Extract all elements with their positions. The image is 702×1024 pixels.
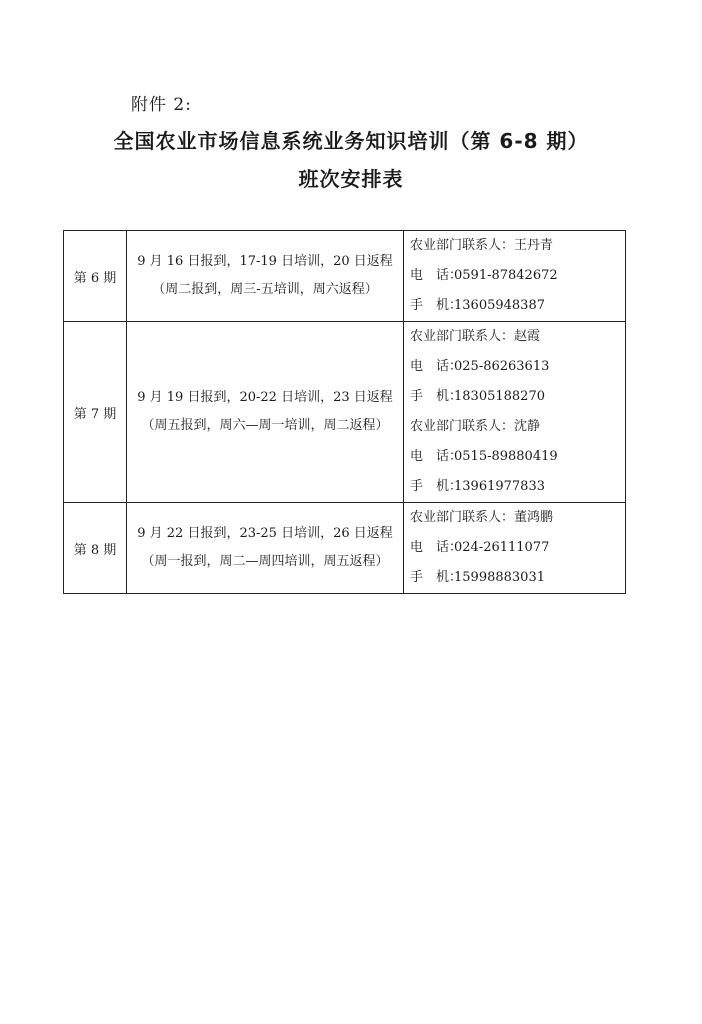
dates-text: 9 月 19 日报到，20-22 日培训，23 日返程 bbox=[137, 390, 393, 405]
contact-phone-line bbox=[410, 442, 625, 472]
schedule-table bbox=[63, 230, 626, 594]
mobile-number: 15998883031 bbox=[454, 570, 545, 585]
attachment-label: 附件 2: bbox=[131, 95, 192, 115]
weekdays-text: （周一报到，周二—周四培训，周五返程） bbox=[141, 554, 389, 569]
phone-number: 024-26111077 bbox=[454, 540, 550, 555]
contact-name: 农业部门联系人：赵霞 bbox=[410, 329, 541, 344]
dates-text: 9 月 22 日报到，23-25 日培训，26 日返程 bbox=[137, 526, 393, 541]
weekdays-text: （周五报到，周六—周一培训，周二返程） bbox=[141, 418, 389, 433]
mobile-label: 手 机： bbox=[410, 389, 463, 404]
mobile-label: 手 机： bbox=[410, 570, 463, 585]
contact-phone-line bbox=[410, 261, 625, 291]
dates-text: 9 月 16 日报到，17-19 日培训，20 日返程 bbox=[137, 254, 393, 269]
dates-cell bbox=[127, 231, 404, 322]
mobile-label: 手 机： bbox=[410, 479, 463, 494]
contact-name: 农业部门联系人：沈静 bbox=[410, 419, 541, 434]
weekdays-text: （周二报到，周三-五培训，周六返程） bbox=[152, 282, 378, 297]
contact-name: 农业部门联系人：王丹青 bbox=[410, 238, 554, 253]
mobile-number: 13961977833 bbox=[454, 479, 545, 494]
phone-label: 电 话： bbox=[410, 449, 463, 464]
contact-mobile-line bbox=[410, 382, 625, 412]
page-subtitle: 班次安排表 bbox=[298, 167, 404, 191]
table-row bbox=[64, 503, 626, 594]
page-title: 全国农业市场信息系统业务知识培训（第 6-8 期） bbox=[113, 129, 589, 153]
contact-phone-line bbox=[410, 533, 625, 563]
period-cell: 第 8 期 bbox=[64, 503, 127, 594]
period-cell: 第 6 期 bbox=[64, 231, 127, 322]
mobile-number: 18305188270 bbox=[454, 389, 545, 404]
contacts-cell bbox=[404, 503, 626, 594]
contacts-cell bbox=[404, 231, 626, 322]
table-row bbox=[64, 231, 626, 322]
phone-number: 0591-87842672 bbox=[454, 268, 558, 283]
contact-phone-line bbox=[410, 352, 625, 382]
phone-label: 电 话： bbox=[410, 268, 463, 283]
phone-label: 电 话： bbox=[410, 540, 463, 555]
contact-name: 农业部门联系人：董鸿鹏 bbox=[410, 510, 554, 525]
mobile-label: 手 机： bbox=[410, 298, 463, 313]
phone-number: 0515-89880419 bbox=[454, 449, 558, 464]
contact-mobile-line bbox=[410, 291, 625, 321]
period-cell: 第 7 期 bbox=[64, 322, 127, 503]
contact-mobile-line bbox=[410, 563, 625, 593]
phone-number: 025-86263613 bbox=[454, 359, 550, 374]
dates-cell bbox=[127, 503, 404, 594]
contacts-cell bbox=[404, 322, 626, 503]
phone-label: 电 话： bbox=[410, 359, 463, 374]
table-row bbox=[64, 322, 626, 503]
dates-cell bbox=[127, 322, 404, 503]
mobile-number: 13605948387 bbox=[454, 298, 545, 313]
contact-mobile-line bbox=[410, 472, 625, 502]
